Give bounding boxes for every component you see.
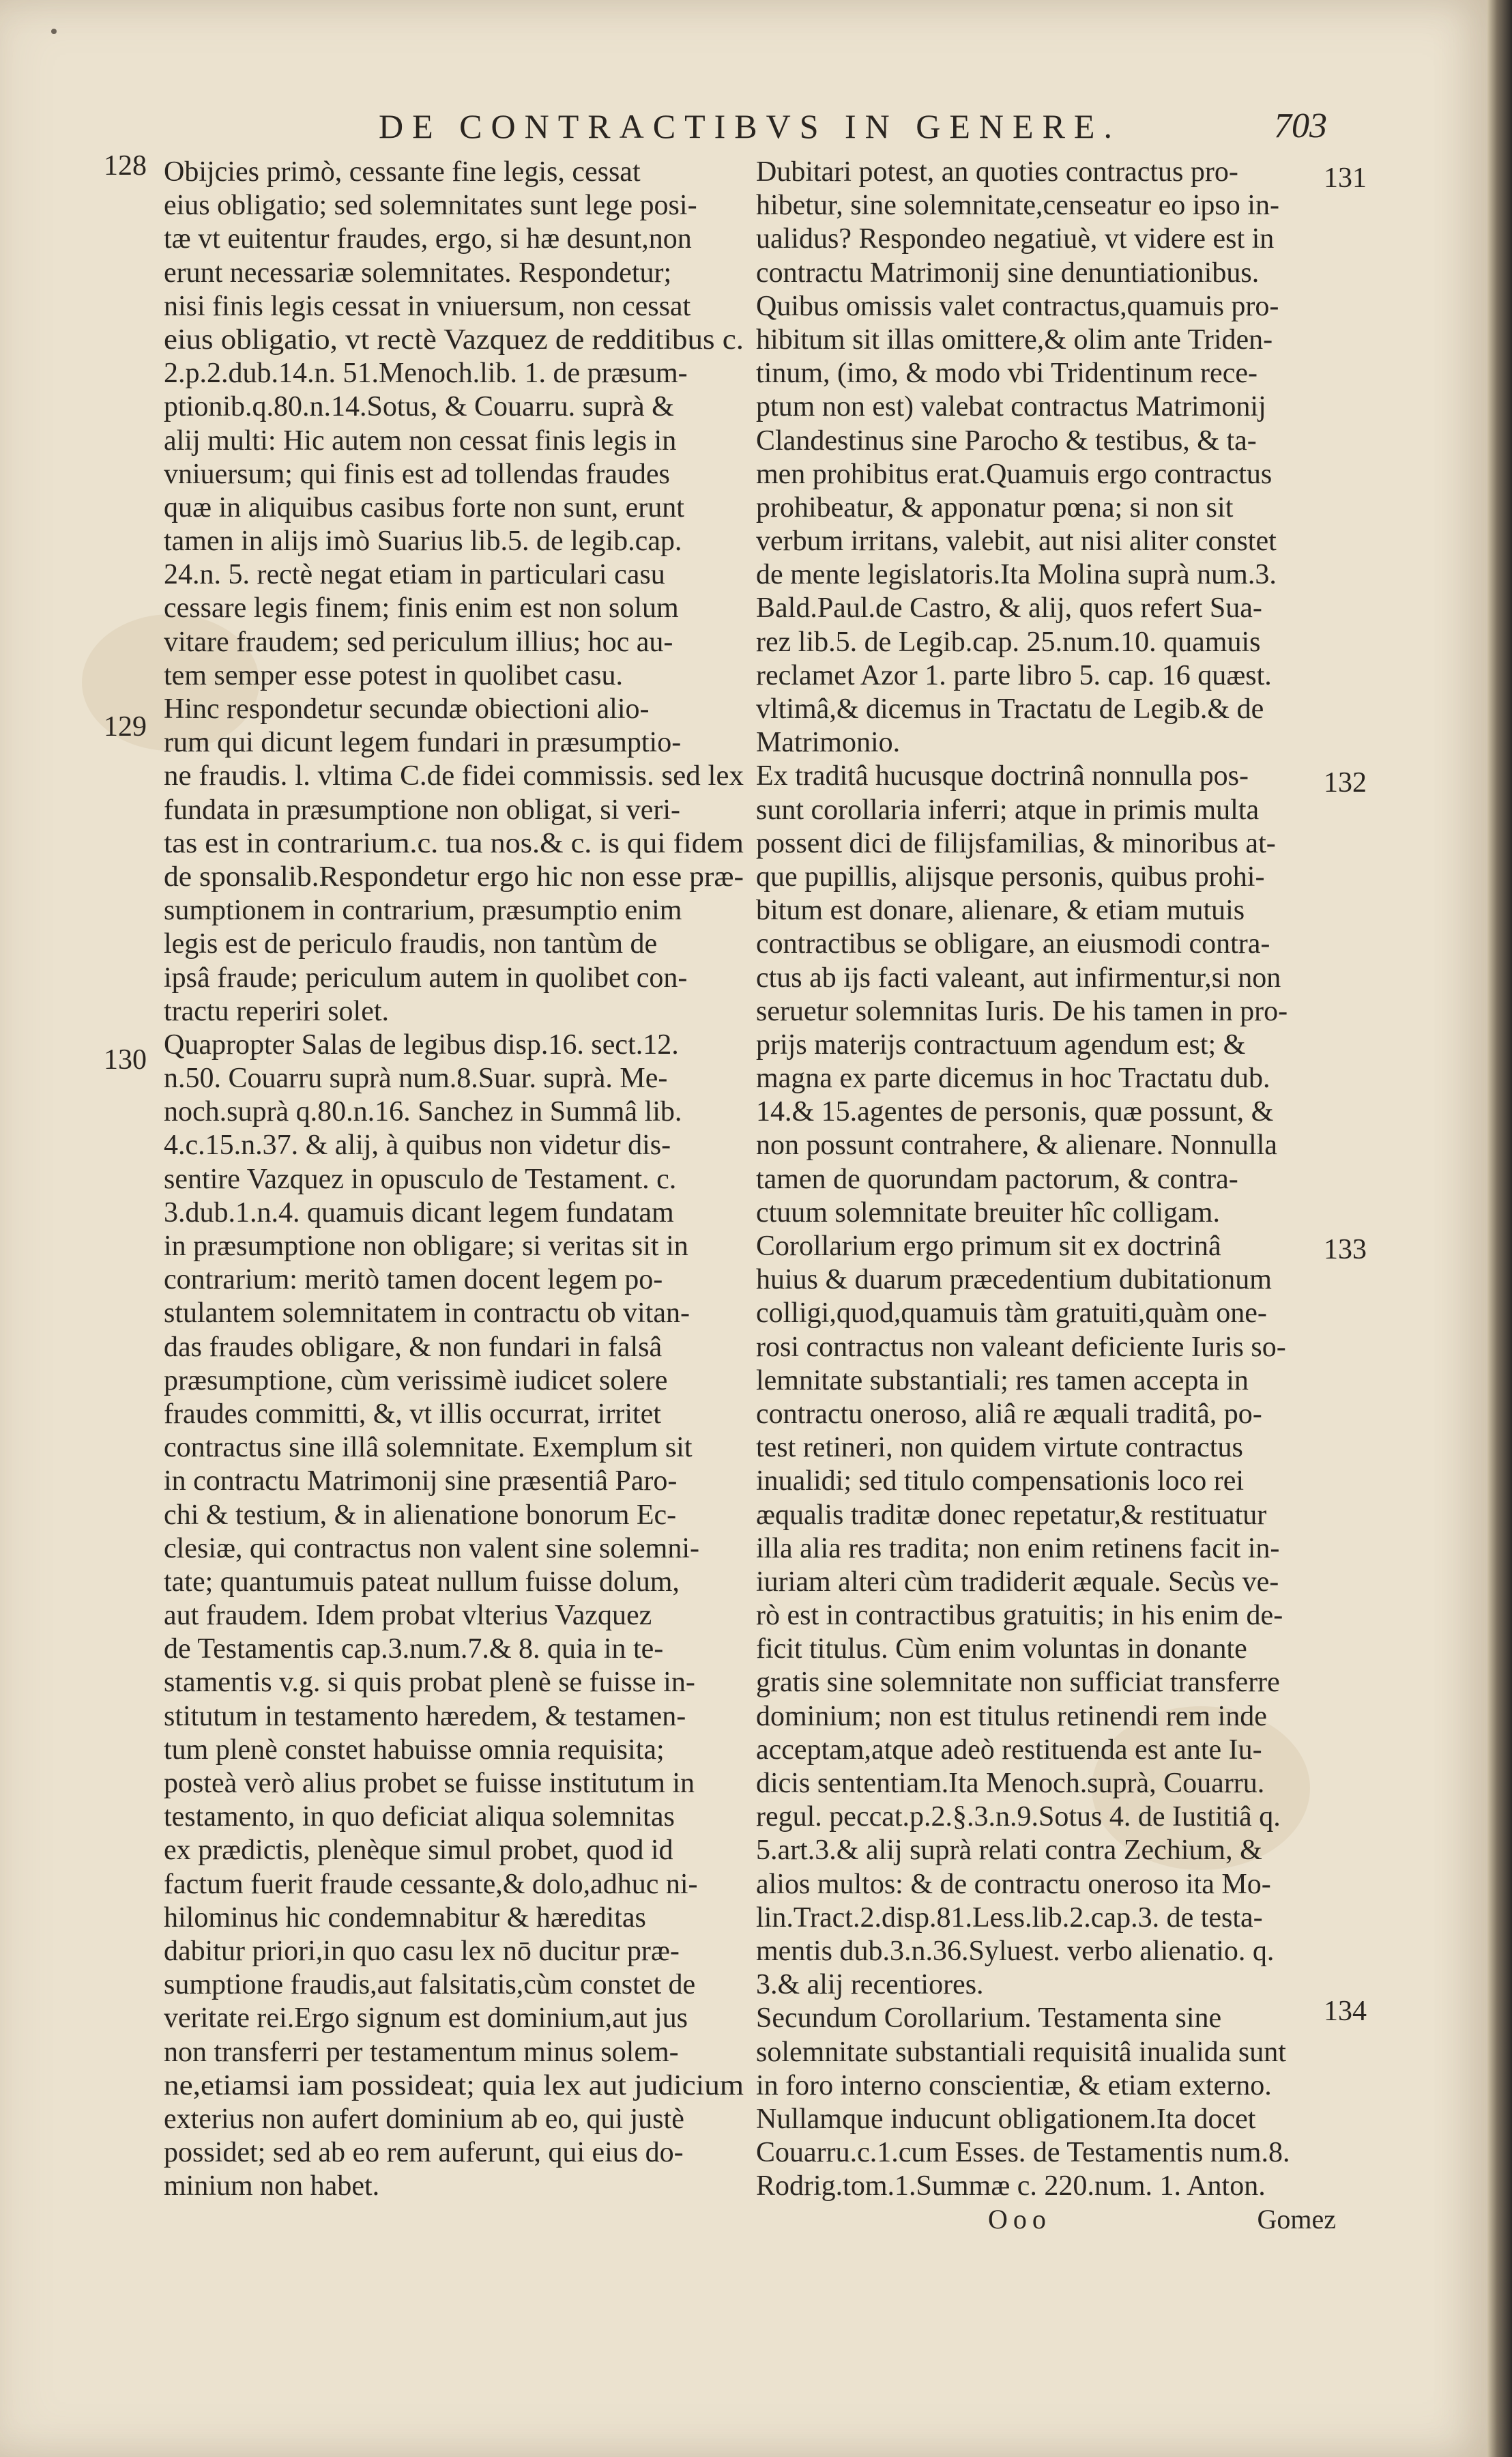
text-line: colligi,quod,quamuis tàm gratuiti,quàm one- (756, 1297, 1267, 1330)
text-line: Secundum Corollarium. Testamenta sine (756, 2002, 1222, 2035)
text-line: Bald.Paul.de Castro, & alij, quos refert Sua- (756, 592, 1262, 624)
text-line: tate; quantumuis pateat nullum fuisse dolum, (164, 1566, 680, 1598)
text-line: contractibus se obligare, an eiusmodi contra- (756, 928, 1270, 960)
text-line: possidet; sed ab eo rem auferunt, qui eius do- (164, 2137, 684, 2169)
text-line: tractu reperiri solet. (164, 995, 390, 1027)
text-line: rosi contractus non valeant deficiente Iuris so- (756, 1331, 1286, 1363)
text-line: rò est in contractibus gratuitis; in his enim de- (756, 1600, 1283, 1632)
text-line: de sponsalib.Respondetur ergo hic non esse præ- (164, 861, 744, 893)
page-edge-shadow (1487, 0, 1512, 2457)
margin-number: 128 (104, 150, 147, 182)
signature-mark: Ooo (988, 2204, 1051, 2235)
text-line: Couarru.c.1.cum Esses. de Testamentis num.8. (756, 2137, 1290, 2169)
text-line: minium non habet. (164, 2170, 380, 2202)
text-line: erunt necessariæ solemnitates. Respondetur; (164, 257, 672, 289)
text-line: ptum non est) valebat contractus Matrimonij (756, 391, 1266, 423)
text-line: hibetur, sine solemnitate,censeatur eo ipso in- (756, 190, 1279, 222)
text-line: sentire Vazquez in opusculo de Testament. c. (164, 1163, 677, 1195)
text-line: æqualis traditæ donec repetatur,& restituatur (756, 1499, 1267, 1531)
text-line: dominium; non est titulus retinendi rem inde (756, 1700, 1267, 1732)
text-line: reclamet Azor 1. parte libro 5. cap. 16 quæst. (756, 659, 1272, 691)
text-line: tæ vt euitentur fraudes, ergo, si hæ desunt,non (164, 223, 692, 255)
text-line: vltimâ,& dicemus in Tractatu de Legib.& de (756, 693, 1264, 725)
text-line: inualidi; sed titulo compensationis loco rei (756, 1465, 1245, 1497)
text-line: rez lib.5. de Legib.cap. 25.num.10. quamuis (756, 626, 1261, 658)
text-line: Ex traditâ hucusque doctrinâ nonnulla pos- (756, 760, 1249, 792)
page-number: 703 (1274, 106, 1327, 145)
text-line: ptionib.q.80.n.14.Sotus, & Couarru. suprà & (164, 391, 674, 423)
text-line: gratis sine solemnitate non sufficiat transferre (756, 1667, 1280, 1699)
text-line: solemnitate substantiali requisitâ inualida sunt (756, 2036, 1286, 2068)
text-line: in præsumptione non obligare; si veritas sit in (164, 1231, 688, 1262)
text-line: fraudes committi, &, vt illis occurrat, irritet (164, 1398, 661, 1430)
text-line: hibitum sit illas omittere,& olim ante Triden- (756, 324, 1273, 356)
left-text-column (164, 156, 744, 2203)
text-line: acceptam,atque adeò restituenda est ante Iu- (756, 1734, 1262, 1766)
text-line: Obijcies primò, cessante fine legis, cessat (164, 156, 641, 188)
catchword: Gomez (1257, 2204, 1336, 2235)
text-line: quæ in aliquibus casibus forte non sunt, erunt (164, 491, 684, 523)
text-line: nisi finis legis cessat in vniuersum, non cessat (164, 290, 691, 322)
text-line: Clandestinus sine Parocho & testibus, & ta- (756, 425, 1257, 457)
text-line: ctus ab ijs facti valeant, aut infirmentur,si non (756, 962, 1281, 994)
text-line: sumptionem in contrarium, præsumptio enim (164, 895, 682, 927)
text-line: cessare legis finem; finis enim est non solum (164, 592, 679, 624)
text-line: rum qui dicunt legem fundari in præsumptio- (164, 727, 682, 759)
text-line: tas est in contrarium.c. tua nos.& c. is qui fidem (164, 827, 744, 859)
text-line: regul. peccat.p.2.§.3.n.9.Sotus 4. de Iustitiâ q. (756, 1801, 1281, 1833)
text-line: Matrimonio. (756, 727, 901, 759)
text-line: in foro interno conscientiæ, & etiam externo. (756, 2069, 1272, 2101)
text-line: ipsâ fraude; periculum autem in quolibet con- (164, 962, 688, 994)
text-line: non transferri per testamentum minus solem- (164, 2036, 679, 2068)
ink-speck (51, 29, 57, 34)
text-line: stitutum in testamento hæredem, & testamen- (164, 1700, 686, 1732)
text-line: n.50. Couarru suprà num.8.Suar. suprà. Me- (164, 1063, 668, 1095)
page-footer (756, 2203, 1336, 2239)
text-line: tinum, (imo, & modo vbi Tridentinum rece- (756, 358, 1257, 390)
text-line: dabitur priori,in quo casu lex nō ducitur præ- (164, 1935, 680, 1967)
margin-number: 131 (1324, 162, 1367, 194)
text-line: contractus sine illâ solemnitate. Exemplum sit (164, 1432, 693, 1464)
text-line: eius obligatio, vt rectè Vazquez de redditibus c. (164, 324, 744, 356)
text-line: factum fuerit fraude cessante,& dolo,adhuc ni- (164, 1868, 698, 1900)
page-header (379, 102, 1334, 150)
text-line: Quapropter Salas de legibus disp.16. sect.12. (164, 1029, 679, 1061)
text-line: ctuum solemnitate breuiter hîc colligam. (756, 1196, 1220, 1228)
text-line: aut fraudem. Idem probat vlterius Vazquez (164, 1600, 652, 1632)
text-line: eius obligatio; sed solemnitates sunt lege posi- (164, 190, 697, 222)
text-line: Dubitari potest, an quoties contractus pro- (756, 156, 1238, 188)
text-line: prohibeatur, & apponatur pœna; si non sit (756, 491, 1234, 523)
text-line: de mente legislatoris.Ita Molina suprà num.3. (756, 559, 1277, 591)
text-line: ne fraudis. l. vltima C.de fidei commissis. sed lex (164, 760, 744, 792)
text-line: Quibus omissis valet contractus,quamuis pro- (756, 290, 1279, 322)
text-line: men prohibitus erat.Quamuis ergo contractus (756, 458, 1273, 490)
text-line: mentis dub.3.n.36.Syluest. verbo alienatio. q. (756, 1935, 1275, 1967)
text-line: prijs materijs contractuum agendum est; & (756, 1029, 1246, 1061)
text-line: bitum est donare, alienare, & etiam mutuis (756, 895, 1245, 927)
text-line: vniuersum; qui finis est ad tollendas fraudes (164, 458, 670, 490)
text-line: 24.n. 5. rectè negat etiam in particulari casu (164, 559, 665, 591)
text-line: noch.suprà q.80.n.16. Sanchez in Summâ lib. (164, 1096, 682, 1128)
text-line: in contractu Matrimonij sine præsentiâ Paro- (164, 1465, 678, 1497)
margin-number: 129 (104, 711, 147, 743)
text-line: contractu oneroso, aliâ re æquali traditâ, po- (756, 1398, 1262, 1430)
text-line: clesiæ, qui contractus non valent sine solemni- (164, 1532, 699, 1564)
text-line: alios multos: & de contractu oneroso ita Mo- (756, 1868, 1271, 1900)
text-line: stamentis v.g. si quis probat plenè se fuisse in- (164, 1667, 695, 1699)
text-line: sumptione fraudis,aut falsitatis,cùm constet de (164, 1969, 696, 2001)
text-line: tamen in alijs imò Suarius lib.5. de legib.cap. (164, 526, 682, 558)
text-line: Nullamque inducunt obligationem.Ita docet (756, 2103, 1256, 2135)
text-line: chi & testium, & in alienatione bonorum Ec- (164, 1499, 677, 1531)
text-line: ficit titulus. Cùm enim voluntas in donante (756, 1633, 1247, 1665)
text-line: 3.dub.1.n.4. quamuis dicant legem fundatam (164, 1196, 674, 1228)
margin-number: 134 (1324, 1996, 1367, 2027)
text-line: verbum irritans, valebit, aut nisi aliter constet (756, 526, 1277, 558)
text-line: lemnitate substantiali; res tamen accepta in (756, 1364, 1249, 1396)
text-line: præsumptione, cùm verissimè iudicet solere (164, 1364, 668, 1396)
text-line: alij multi: Hic autem non cessat finis legis in (164, 425, 677, 457)
text-line: non possunt contrahere, & alienare. Nonnulla (756, 1130, 1277, 1162)
margin-number: 132 (1324, 767, 1367, 799)
text-line: illa alia res tradita; non enim retinens facit in- (756, 1532, 1280, 1564)
text-line: exterius non aufert dominium ab eo, qui justè (164, 2103, 684, 2135)
margin-number: 130 (104, 1044, 147, 1076)
text-line: vitare fraudem; sed periculum illius; hoc au- (164, 626, 673, 658)
right-text-column (756, 156, 1336, 2203)
text-line: legis est de periculo fraudis, non tantùm de (164, 928, 658, 960)
running-head: DE CONTRACTIBVS IN GENERE. (379, 107, 1121, 145)
text-line: posteà verò alius probet se fuisse institutum in (164, 1768, 695, 1799)
text-line: magna ex parte dicemus in hoc Tractatu dub. (756, 1063, 1270, 1095)
text-line: ex prædictis, plenèque simul probet, quod id (164, 1835, 673, 1867)
text-line: 4.c.15.n.37. & alij, à quibus non videtur dis- (164, 1130, 671, 1162)
text-line: ualidus? Respondeo negatiuè, vt videre est in (756, 223, 1275, 255)
text-line: ne,etiamsi iam possideat; quia lex aut judicium (164, 2069, 744, 2101)
text-line: tum plenè constet habuisse omnia requisita; (164, 1734, 665, 1766)
text-line: testamento, in quo deficiat aliqua solemnitas (164, 1801, 675, 1833)
text-line: veritate rei.Ergo signum est dominium,aut jus (164, 2002, 688, 2035)
text-line: tem semper esse potest in quolibet casu. (164, 659, 624, 691)
text-line: Corollarium ergo primum sit ex doctrinâ (756, 1231, 1221, 1262)
text-line: iuriam alteri cùm tradiderit æquale. Secùs ve- (756, 1566, 1279, 1598)
text-line: fundata in præsumptione non obligat, si veri- (164, 794, 681, 826)
text-line: tamen de quorundam pactorum, & contra- (756, 1163, 1238, 1195)
text-line: seruetur solemnitas Iuris. De his tamen in pro- (756, 995, 1288, 1027)
margin-number: 133 (1324, 1234, 1367, 1265)
text-line: stulantem solemnitatem in contractu ob vitan- (164, 1297, 690, 1330)
text-line: 14.& 15.agentes de personis, quæ possunt, & (756, 1096, 1274, 1128)
text-line: Hinc respondetur secundæ obiectioni alio- (164, 693, 650, 725)
text-line: possent dici de filijsfamilias, & minoribus at- (756, 827, 1276, 859)
text-line: test retineri, non quidem virtute contractus (756, 1432, 1243, 1464)
text-line: 3.& alij recentiores. (756, 1969, 984, 2001)
text-line: de Testamentis cap.3.num.7.& 8. quia in te- (164, 1633, 664, 1665)
text-line: sunt corollaria inferri; atque in primis multa (756, 794, 1260, 826)
text-line: 2.p.2.dub.14.n. 51.Menoch.lib. 1. de præsum- (164, 358, 688, 390)
text-line: contrarium: meritò tamen docent legem po- (164, 1264, 663, 1296)
text-line: dicis sententiam.Ita Menoch.suprà, Couarru. (756, 1768, 1265, 1799)
text-line: que pupillis, alijsque personis, quibus prohi- (756, 861, 1265, 893)
text-line: lin.Tract.2.disp.81.Less.lib.2.cap.3. de testa- (756, 1901, 1263, 1934)
text-line: 5.art.3.& alij suprà relati contra Zechium, & (756, 1835, 1262, 1867)
text-line: huius & duarum præcedentium dubitationum (756, 1264, 1272, 1296)
text-line: das fraudes obligare, & non fundari in falsâ (164, 1331, 663, 1363)
text-line: Rodrig.tom.1.Summæ c. 220.num. 1. Anton. (756, 2170, 1266, 2202)
text-line: contractu Matrimonij sine denuntiationibus. (756, 257, 1260, 289)
text-line: hilominus hic condemnabitur & hæreditas (164, 1901, 646, 1934)
